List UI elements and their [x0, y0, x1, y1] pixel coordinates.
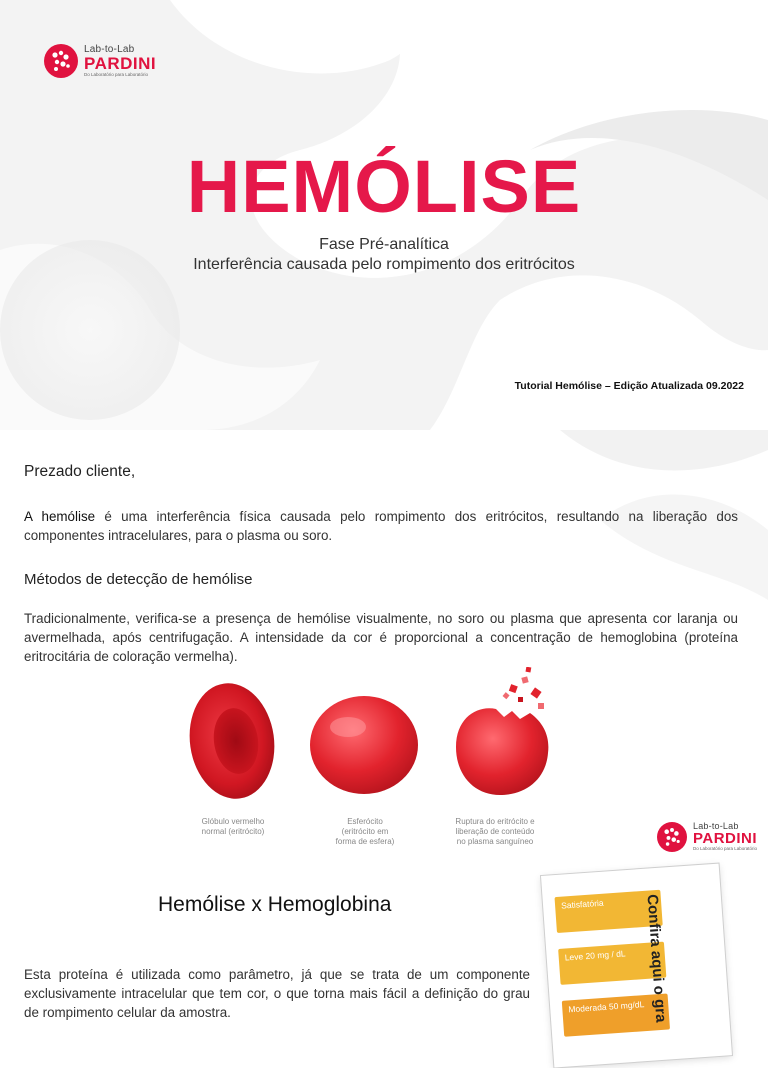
- hemolysis-grade-card[interactable]: [541, 864, 732, 1068]
- grade-moderate: Moderada 50 mg/dL: [562, 993, 670, 1036]
- card-title: Confira aqui o gra: [643, 893, 670, 1023]
- hemoglobin-heading: Hemólise x Hemoglobina: [158, 893, 392, 916]
- erythrocyte-illustration: [178, 667, 574, 855]
- cell-label-normal: Glóbulo vermelho normal (eritrócito): [201, 817, 265, 836]
- spherocyte-icon: [310, 696, 418, 794]
- methods-paragraph: Tradicionalmente, verifica-se a presença de hemólise visualmente, no soro ou plasma que apresenta cor laranja ou avermelhada, após centrifugação. A intensidade da cor é proporcional a concentração de hemoglobina (proteína eritrocitária de coloração vermelha).: [24, 611, 738, 664]
- ruptured-erythrocyte-icon: [456, 667, 548, 795]
- grade-satisfactory: Satisfatória: [555, 890, 663, 933]
- intro-term: A hemólise: [24, 509, 96, 524]
- logo-tagline: Do Laboratório para Laboratório: [693, 846, 758, 852]
- subtitle-line-1: Fase Pré-analítica: [319, 236, 449, 253]
- normal-erythrocyte-icon: [182, 678, 281, 805]
- logo-brand-text: PARDINI: [84, 53, 157, 73]
- pardini-logo-secondary: [657, 822, 757, 852]
- logo-top-text: Lab-to-Lab: [693, 821, 739, 832]
- grade-mild: Leve 20 mg / dL: [558, 942, 666, 985]
- methods-heading: Métodos de detecção de hemólise: [24, 571, 253, 588]
- pardini-logo-icon: [657, 822, 687, 852]
- edition-label: Tutorial Hemólise – Edição Atualizada 09.2022: [514, 380, 744, 392]
- page-title: HEMÓLISE: [186, 145, 582, 228]
- cell-label-spherocyte: Esferócito (eritrócito em forma de esfera): [335, 817, 395, 846]
- cell-label-ruptured: Ruptura do eritrócito e liberação de conteúdo no plasma sanguíneo: [455, 817, 535, 846]
- logo-tagline: Do Laboratório para Laboratório: [84, 71, 149, 77]
- subtitle-line-2: Interferência causada pelo rompimento dos eritrócitos: [193, 256, 575, 274]
- intro-paragraph: [24, 507, 738, 545]
- hemoglobin-paragraph: Esta proteína é utilizada como parâmetro, já que se trata de um componente exclusivamente intracelular que tem cor, o que torna mais fácil a definição do grau de rompimento celular da amostra.: [24, 967, 530, 1020]
- pardini-logo-icon: [44, 44, 78, 78]
- intro-text: é uma interferência física causada pelo rompimento dos eritrócitos, resultando na liberação dos componentes intracelulares, para o plasma ou soro.: [24, 509, 738, 543]
- pardini-logo: [44, 44, 156, 78]
- greeting: Prezado cliente,: [24, 463, 136, 480]
- logo-brand-text: PARDINI: [693, 830, 758, 848]
- page-subtitle: [0, 235, 768, 276]
- logo-top-text: Lab-to-Lab: [84, 43, 135, 55]
